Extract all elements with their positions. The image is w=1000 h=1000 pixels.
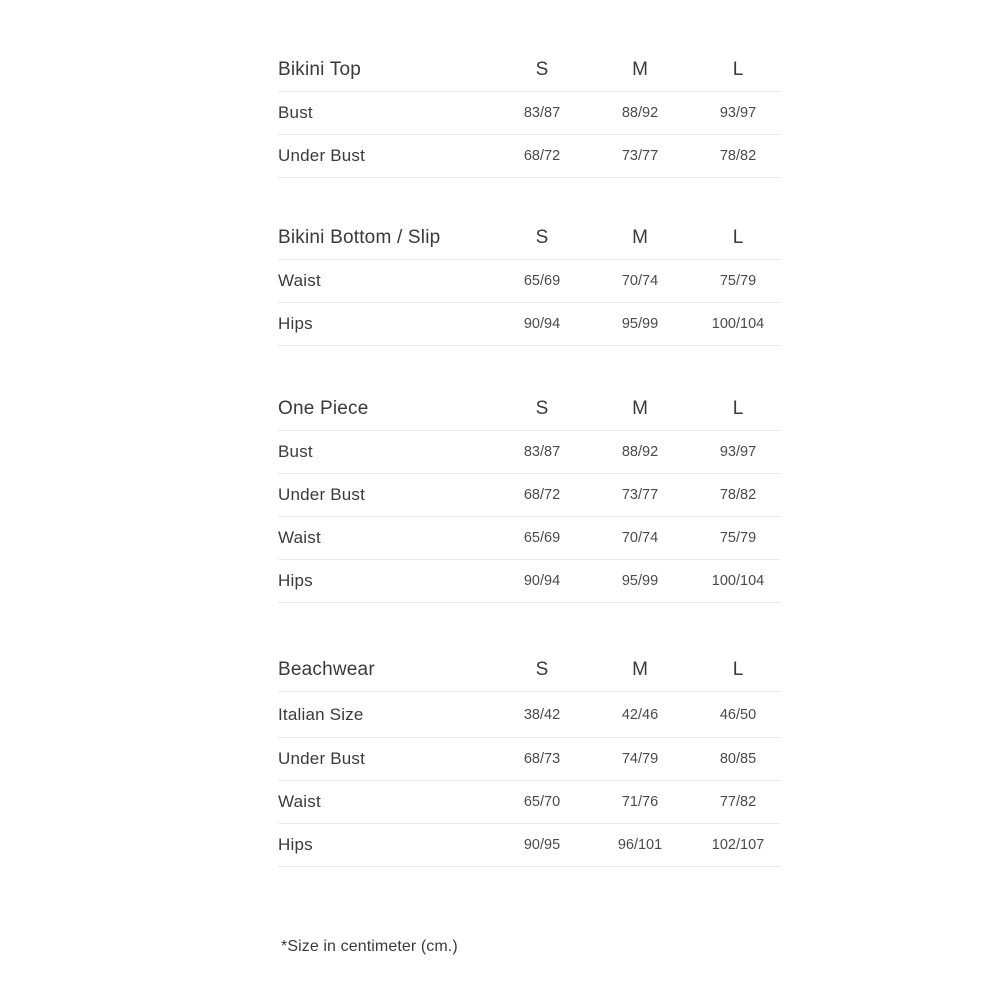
table-row <box>278 303 780 346</box>
size-header-l: L <box>732 658 744 680</box>
size-table-bikini-top <box>278 48 780 178</box>
size-header-s: S <box>535 658 549 680</box>
value-m: 88/92 <box>621 105 659 121</box>
table-row <box>278 517 780 560</box>
value-l: 75/79 <box>719 273 757 289</box>
measurement-label: Under Bust <box>278 749 366 768</box>
value-s: 68/72 <box>523 148 561 164</box>
measurement-label: Waist <box>278 528 321 547</box>
value-l: 93/97 <box>719 444 757 460</box>
value-l: 93/97 <box>719 105 757 121</box>
table-row <box>278 824 780 867</box>
measurement-label: Under Bust <box>278 146 366 165</box>
size-header-m: M <box>632 58 648 80</box>
table-title: Bikini Bottom / Slip <box>278 226 441 248</box>
value-l: 80/85 <box>719 751 757 767</box>
size-table-one-piece <box>278 387 780 603</box>
measurement-label: Waist <box>278 271 321 290</box>
size-header-m: M <box>632 397 648 419</box>
value-s: 83/87 <box>523 105 561 121</box>
size-header-s: S <box>535 397 549 419</box>
measurement-label: Hips <box>278 314 313 333</box>
size-table-bikini-bottom <box>278 216 780 346</box>
size-header-m: M <box>632 658 648 680</box>
table-row <box>278 560 780 603</box>
table-header-row <box>278 648 780 692</box>
value-l: 100/104 <box>711 316 765 332</box>
table-row <box>278 260 780 303</box>
value-l: 78/82 <box>719 148 757 164</box>
value-s: 83/87 <box>523 444 561 460</box>
value-m: 73/77 <box>621 148 659 164</box>
value-m: 70/74 <box>621 273 659 289</box>
value-s: 68/72 <box>523 487 561 503</box>
table-row <box>278 135 780 178</box>
value-s: 90/94 <box>523 573 561 589</box>
table-title: One Piece <box>278 397 369 419</box>
value-m: 74/79 <box>621 751 659 767</box>
value-m: 73/77 <box>621 487 659 503</box>
value-s: 38/42 <box>523 706 561 723</box>
table-title: Bikini Top <box>278 58 361 80</box>
measurement-label: Under Bust <box>278 485 366 504</box>
measurement-label: Bust <box>278 442 313 461</box>
table-header-row <box>278 48 780 92</box>
value-s: 65/70 <box>523 794 561 810</box>
size-header-l: L <box>732 58 744 80</box>
table-row <box>278 781 780 824</box>
size-header-m: M <box>632 226 648 248</box>
value-s: 68/73 <box>523 751 561 767</box>
value-m: 42/46 <box>621 706 659 723</box>
table-row <box>278 92 780 135</box>
size-footnote: *Size in centimeter (cm.) <box>281 938 458 955</box>
value-l: 78/82 <box>719 487 757 503</box>
measurement-label: Waist <box>278 792 321 811</box>
value-m: 70/74 <box>621 530 659 546</box>
size-header-l: L <box>732 226 744 248</box>
size-header-l: L <box>732 397 744 419</box>
value-m: 71/76 <box>621 794 659 810</box>
measurement-label: Italian Size <box>278 704 364 724</box>
table-header-row <box>278 216 780 260</box>
size-header-s: S <box>535 58 549 80</box>
table-header-row <box>278 387 780 431</box>
table-row <box>278 431 780 474</box>
size-header-s: S <box>535 226 549 248</box>
value-s: 90/95 <box>523 837 561 853</box>
value-m: 88/92 <box>621 444 659 460</box>
value-m: 96/101 <box>617 837 663 853</box>
value-l: 75/79 <box>719 530 757 546</box>
value-l: 46/50 <box>719 706 757 723</box>
value-m: 95/99 <box>621 573 659 589</box>
table-title: Beachwear <box>278 658 375 680</box>
table-row <box>278 738 780 781</box>
value-s: 65/69 <box>523 273 561 289</box>
value-m: 95/99 <box>621 316 659 332</box>
table-row <box>278 474 780 517</box>
measurement-label: Hips <box>278 571 313 590</box>
value-l: 100/104 <box>711 573 765 589</box>
measurement-label: Hips <box>278 835 313 854</box>
size-table-beachwear <box>278 648 780 867</box>
value-l: 102/107 <box>711 837 765 853</box>
measurement-label: Bust <box>278 103 313 122</box>
table-row <box>278 692 780 738</box>
value-s: 65/69 <box>523 530 561 546</box>
value-l: 77/82 <box>719 794 757 810</box>
value-s: 90/94 <box>523 316 561 332</box>
